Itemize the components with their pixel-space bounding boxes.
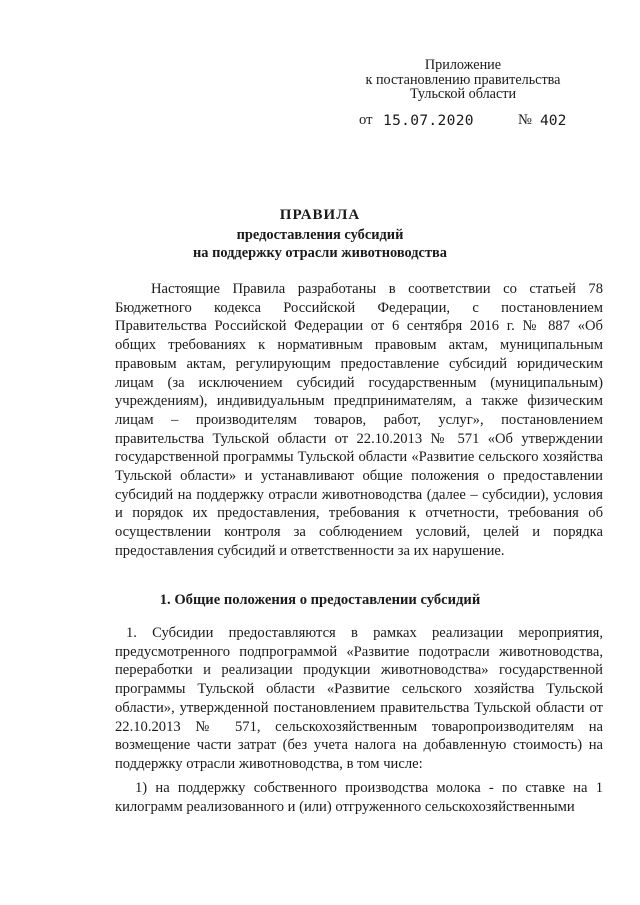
intro-paragraph: Настоящие Правила разработаны в соответствии со статьей 78 Бюджетного кодекса Российской Федерации, с постановлением Правительства Российской Федерации от 6 сентября 2016 г. № 887 «Об общих требованиях к нормативным правовым актам, муниципальным правовым актам, регулирующим предоставление субсидий юридическим лицам (за исключением субсидий государственным (муниципальным) учреждениям), индивидуальным предпринимателям, а также физическим лицам – производителям товаров, работ, услуг», постановлением правительства Тульской области от 22.10.2013 № 571 «Об утверждении государственной программы Тульской области «Развитие сельского хозяйства Тульской области» и устанавливают общие положения о предоставлении субсидий на поддержку отрасли животноводства (далее – субсидии), условия и порядок их предоставления, требования к отчетности, требования об осуществлении контроля за соблюдением условий, целей и порядка предоставления субсидий и ответственности за их нарушение. bbox=[115, 281, 603, 559]
appendix-line: к постановлению правительства bbox=[365, 71, 561, 88]
resolution-number: 402 bbox=[540, 112, 567, 129]
section-subitem: 1) на поддержку собственного производства молока - по ставке на 1 килограмм реализованного и (или) отгруженного сельскохозяйственными bbox=[115, 780, 603, 815]
number-sign: № bbox=[518, 112, 532, 128]
section-item: 1. Субсидии предоставляются в рамках реализации мероприятия, предусмотренного подпрограммой «Развитие подотрасли животноводства, переработки и реализации продукции животноводства» государственной программы Тульской области «Развитие сельского хозяйства Тульской области», утвержденной постановлением правительства Тульской области от 22.10.2013 № 571, сельскохозяйственным товаропроизводителям на возмещение части затрат (без учета налога на добавленную стоимость) на поддержку отрасли животноводства, в том числе: bbox=[115, 625, 603, 772]
appendix-block bbox=[352, 58, 574, 102]
appendix-line: Приложение bbox=[424, 57, 502, 73]
date-prefix: от bbox=[359, 112, 373, 128]
appendix-line: Тульской области bbox=[409, 86, 517, 102]
document-subtitle: предоставления субсидий bbox=[236, 227, 404, 243]
document-title: ПРАВИЛА bbox=[279, 207, 361, 223]
document-subtitle: на поддержку отрасли животноводства bbox=[193, 245, 447, 261]
section-heading: 1. Общие положения о предоставлении субсидий bbox=[159, 592, 481, 608]
resolution-date: 15.07.2020 bbox=[383, 112, 474, 129]
